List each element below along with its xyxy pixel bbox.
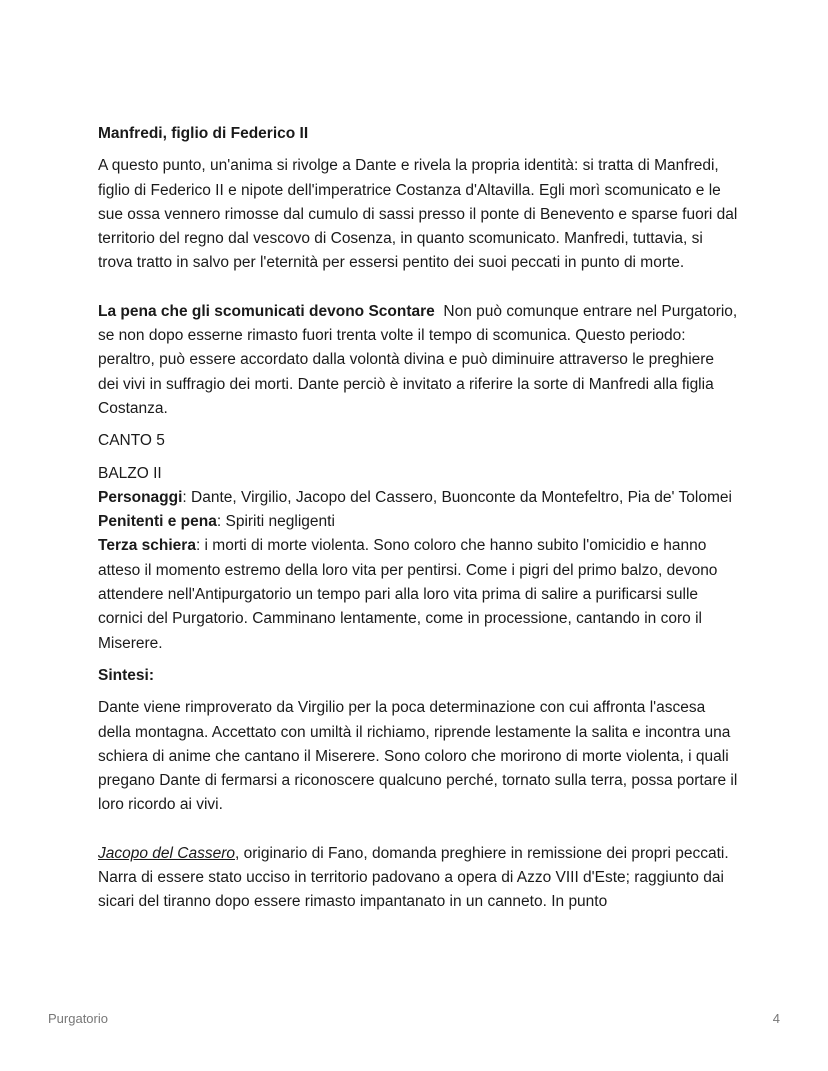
section-heading-manfredi: Manfredi, figlio di Federico II xyxy=(98,125,309,142)
terza-schiera-label: Terza schiera xyxy=(98,537,196,555)
terza-schiera-line xyxy=(98,534,738,655)
section-heading-sintesi: Sintesi: xyxy=(98,666,154,684)
canto-label: CANTO 5 xyxy=(98,432,165,450)
personaggi-value: : Dante, Virgilio, Jacopo del Cassero, Buonconte da Montefeltro, Pia de' Tolomei xyxy=(182,488,732,506)
paragraph-jacopo-text: , originario di Fano, domanda preghiere in remissione dei propri peccati. Narra di essere stato ucciso in territorio padovano a opera di Azzo VIII d'Este; raggiunto dai sicari del tiranno dopo essere rimasto impantanato in un canneto. In punto xyxy=(98,844,729,911)
page-number: 4 xyxy=(772,1011,780,1026)
personaggi-line xyxy=(98,486,738,510)
penitenti-label: Penitenti e pena xyxy=(98,513,217,531)
balzo-label: BALZO II xyxy=(98,464,162,482)
paragraph-jacopo xyxy=(98,842,738,915)
personaggi-label: Personaggi xyxy=(98,488,183,506)
penitenti-line xyxy=(98,510,738,534)
document-page xyxy=(98,122,738,915)
penitenti-value: : Spiriti negligenti xyxy=(216,513,335,531)
jacopo-link[interactable]: Jacopo del Cassero xyxy=(98,844,235,862)
inline-heading-pena: La pena che gli scomunicati devono Scontare xyxy=(98,302,435,320)
terza-schiera-value: : i morti di morte violenta. Sono coloro che hanno subito l'omicidio e hanno atteso il momento estremo della loro vita per pentirsi. Come i pigri del primo balzo, devono attendere nell'Antipurgatorio un tempo pari alla loro vita prima di salire a purificarsi sulle cornici del Purgatorio. Camminano lentamente, come in processione, cantando in coro il Miserere. xyxy=(98,537,718,652)
paragraph-manfredi: A questo punto, un'anima si rivolge a Dante e rivela la propria identità: si tratta di Manfredi, figlio di Federico II e nipote dell'imperatrice Costanza d'Altavilla. Egli morì scomunicato e le sue ossa vennero rimosse dal cumulo di sassi presso il ponte di Benevento e sparse fuori dal territorio del regno dal vescovo di Cosenza, in quanto scomunicato. Manfredi, tuttavia, si trova tratto in salvo per l'eternità per essersi pentito dei suoi peccati in punto di morte. xyxy=(98,157,738,272)
paragraph-pena xyxy=(98,300,738,421)
paragraph-pena-text: Non può comunque entrare nel Purgatorio, se non dopo esserne rimasto fuori trenta volte il tempo di scomunica. Questo periodo: peraltro, può essere accordato dalla volontà divina e può diminuire attraverso le preghiere dei vivi in suffragio dei morti. Dante perciò è invitato a riferire la sorte di Manfredi alla figlia Costanza. xyxy=(98,302,738,417)
footer-title: Purgatorio xyxy=(48,1011,108,1026)
paragraph-sintesi: Dante viene rimproverato da Virgilio per la poca determinazione con cui affronta l'ascesa della montagna. Accettato con umiltà il richiamo, riprende lestamente la salita e incontra una schiera di anime che cantano il Miserere. Sono coloro che morirono di morte violenta, i quali pregano Dante di fermarsi a riconoscere qualcuno perché, tornato sulla terra, possa portare il loro ricordo ai vivi. xyxy=(98,699,738,814)
